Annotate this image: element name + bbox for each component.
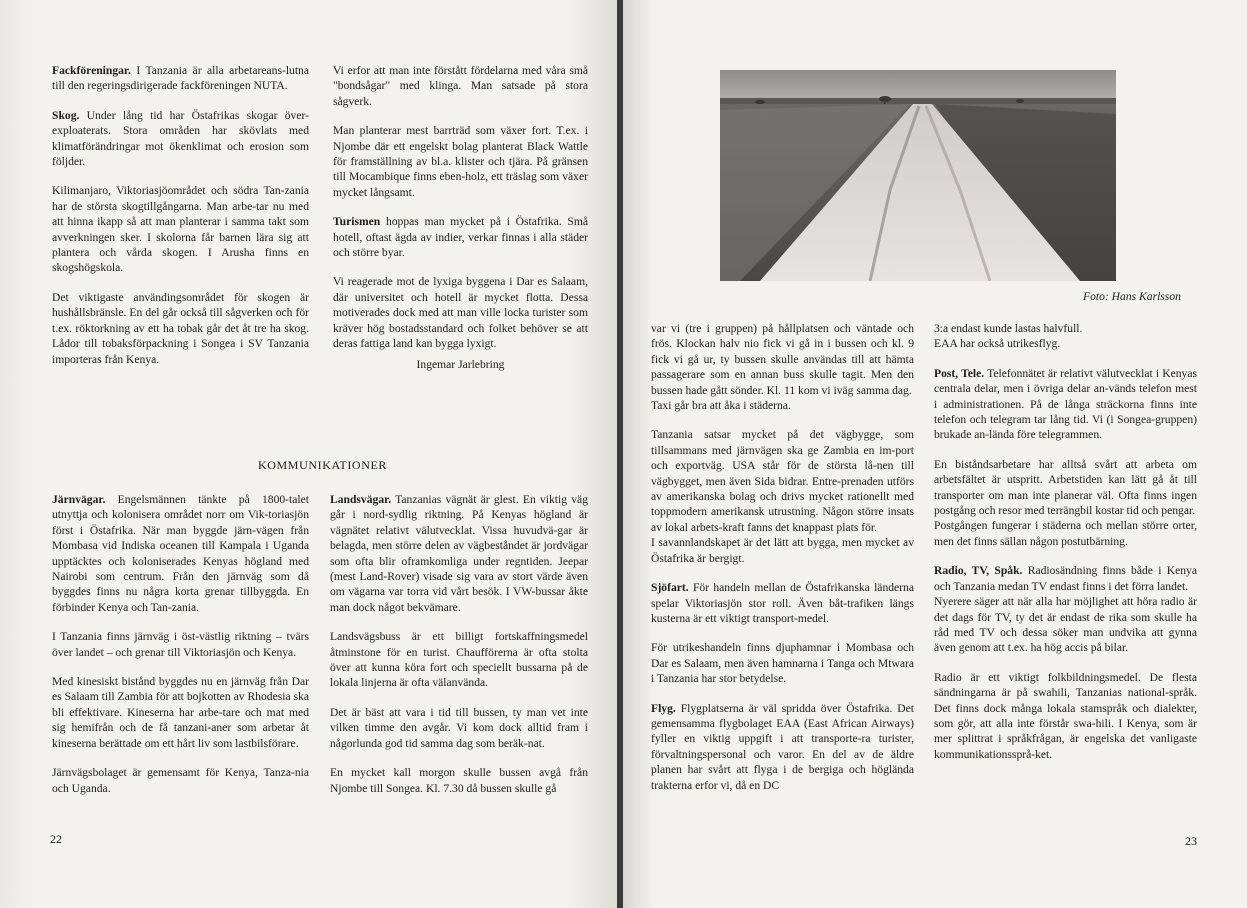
paragraph-text: Det är bäst att vara i tid till bussen, ty man vet inte vilken timme den avgår. Vi kom dock alltid fram i någorlunda god tid samma dag som beräk-nat.: [330, 705, 588, 750]
paragraph-text: Taxi går bra att åka i städerna.: [651, 399, 791, 413]
paragraph-title: Post, Tele.: [934, 366, 985, 380]
paragraph-text: En biståndsarbetare har alltså svårt att arbeta om arbetsfältet är utspritt. Arbetstiden kan lätt gå åt till transporter om man inte planerar väl. Ofta finns ingen postgång och resor med terrängbil kostar tid och pengar.: [934, 457, 1197, 518]
paragraph: [330, 629, 588, 691]
paragraph-title: Flyg.: [651, 701, 676, 715]
paragraph-text: EAA har också utrikesflyg.: [934, 337, 1061, 351]
page-number-right: 23: [1185, 834, 1197, 848]
paragraph: [934, 563, 1197, 594]
paragraph: [52, 290, 309, 367]
left-col2-bottom: [330, 492, 588, 810]
paragraph-text: Engelsmännen tänkte på 1800-talet utnyttja och kolonisera området norr om Vik-toriasjön först i Östafrika. När man byggde järn-vägen från Mombasa vid Indiska oceanen till Kampala i Uganda upptäcktes och koloniserades Kenyas högland med Nairobi som centrum. Från den järnväg som då byggdes finns nu några korta grenar tillbyggda. En förbinder Kenya och Tan-zania.: [52, 493, 309, 614]
paragraph-title: Sjöfart.: [651, 581, 689, 595]
paragraph: [52, 63, 309, 94]
photo-caption: Foto: Hans Karlsson: [1083, 290, 1181, 303]
paragraph: [333, 63, 588, 109]
paragraph: [651, 398, 914, 413]
paragraph: [52, 629, 309, 660]
paragraph-title: Fackföreningar.: [52, 64, 131, 77]
paragraph-text: Kilimanjaro, Viktoriasjöområdet och södra Tan-zania har de största skogtillgångarna. Man arbe-tar nu med att hinna ikapp så att man planterar i samma takt som avverkningen sker. I skolorna får barnen lära sig att plantera och vårda skogen. I Arusha finns en skogshögskola.: [52, 184, 309, 275]
paragraph-text: Järnvägsbolaget är gemensamt för Kenya, Tanza-nia och Uganda.: [52, 766, 309, 795]
right-col1: [651, 321, 914, 807]
paragraph-text: Telefonnätet är relativt välutvecklat i Kenyas centrala delar, men i övriga delar an-vänds telefon mest i administrationen. På de långa sträckorna finns inte telefon och telegram tar lång tid. Vi (i Songea-gruppen) brukade an-lända före telegrammen.: [934, 366, 1197, 442]
author-signature: Ingemar Jarlebring: [416, 358, 505, 371]
left-col1-top: [52, 63, 309, 381]
left-col1-bottom: [52, 492, 309, 810]
paragraph-text: Flygplatserna är väl spridda över Östafrika. Det gemensamma flygbolaget EAA (East African Airways) fyller en viktig uppgift i att transporte-ra turister, förvaltningspersonal och varor. En del av de äldre planen har svårt att flyga i de bergiga och höglända trakterna erfor vi, då en DC: [651, 701, 914, 792]
paragraph-text: För handeln mellan de Östafrikanska länderna spelar Viktoriasjön stor roll. Även båt-trafiken längs kusterna är ett viktigt transport-medel.: [651, 581, 914, 625]
paragraph: [651, 580, 914, 626]
signature-block: [333, 359, 588, 372]
paragraph-text: En mycket kall morgon skulle bussen avgå från Njombe till Songea. Kl. 7.30 då bussen skulle gå: [330, 766, 588, 795]
paragraph-text: Vi erfor att man inte förstått fördelarna med våra små "bondsågar" med klinga. Man satsade på stora sågverk.: [333, 64, 588, 108]
paragraph: [333, 214, 588, 260]
paragraph: [651, 535, 914, 566]
page-number-left: 22: [50, 832, 62, 846]
left-page: [0, 0, 617, 908]
photo-dirt-road: [720, 70, 1116, 281]
paragraph-text: Tanzania satsar mycket på det vägbygge, som tillsammans med järnvägen ska ge Zambia en im-port och exportväg. USA står för de största lå-nen till vägbygget, men även Sida bidrar. Entre-prenaden utförs av amerikanska bolag och drivs mycket rationellt med toppmodern amerikansk utrustning. Någon större insats av lokal arbets-kraft fanns det knappast plats för.: [651, 428, 914, 534]
paragraph-text: Under lång tid har Östafrikas skogar över-exploaterats. Stora områden har skövlats med klimatförändringar mot ökenklimat och erosion som följder.: [52, 108, 309, 169]
paragraph-title: Järnvägar.: [52, 493, 106, 506]
paragraph: [934, 457, 1197, 519]
paragraph-text: Man planterar mest barrträd som växer fort. T.ex. i Njombe där ett engelskt bolag planterat Black Wattle för framställning av bl.a. klister och tjära. På gränsen till Mocambique finns eben-holz, ett träslag som växer mycket långsamt.: [333, 124, 588, 199]
paragraph: [52, 674, 309, 751]
paragraph-text: I savannlandskapet är det lätt att bygga, men mycket av Östafrika är bergigt.: [651, 536, 914, 565]
paragraph-title: Radio, TV, Spåk.: [934, 564, 1023, 578]
paragraph: [651, 701, 914, 793]
paragraph-text: Radio är ett viktigt folkbildningsmedel. De flesta sändningarna är på swahili, Tanzanias national-språk. Det finns dock många lokala stamspråk och dialekter, som gör, att alla inte förstår swa-hili. I Kenya, som är mer splittrat i språkfrågan, är engelska det vanligaste kommunikationssprå-ket.: [934, 670, 1197, 761]
left-col2-top: [333, 63, 588, 366]
section-heading: KOMMUNIKATIONER: [258, 458, 387, 472]
paragraph: [651, 640, 914, 686]
paragraph-text: Nyerere säger att när alla har möjlighet att höra radio är det dags för TV, ty det är endast de rika som skulle ha råd med TV och dessa söker man undvika att gynna även genom att t.ex. ha hög accis på bilar.: [934, 595, 1197, 655]
paragraph-title: Landsvägar.: [330, 493, 392, 506]
paragraph-title: Skog.: [52, 108, 80, 122]
paragraph-text: I Tanzania är alla arbetareans-lutna till den regeringsdirigerade fackföreningen NUTA.: [52, 64, 309, 93]
paragraph-text: Postgången fungerar i städerna och mellan större orter, men det finns sällan någon postutbärning.: [934, 519, 1197, 548]
paragraph: [330, 705, 588, 751]
paragraph-text: För utrikeshandeln finns djuphamnar i Mombasa och Dar es Salaam, men även hamnarna i Tanga och Mtwara i Tanzania har stor betydelse.: [651, 641, 914, 686]
paragraph-text: I Tanzania finns järnväg i öst-västlig riktning – tvärs över landet – och grenar till Viktoriasjön och Kenya.: [52, 630, 309, 659]
paragraph: [333, 274, 588, 351]
paragraph: [934, 366, 1197, 443]
paragraph: [651, 321, 914, 398]
paragraph: [52, 108, 309, 170]
paragraph: [52, 492, 309, 615]
paragraph: [934, 518, 1197, 549]
paragraph-text: Radiosändning finns både i Kenya och Tanzania medan TV endast finns i det förra landet.: [934, 564, 1197, 593]
paragraph-text: Tanzanias vägnät är glest. En viktig väg går i nord-sydlig riktning. På Kenyas högland är vägnätet relativt välutvecklat. Vissa huvudvä-gar är belagda, men större delen av vägbeståndet är jordvägar som ofta blir oframkomliga under regntiden. Jeepar (mest Land-Rover) visade sig vara av stort värde även om vägarna var torra vid vårt besök. I VW-bussar åkte man dock något bekvämare.: [330, 493, 588, 614]
paragraph: [330, 492, 588, 615]
paragraph: [934, 594, 1197, 656]
paragraph-text: Det viktigaste användingsområdet för skogen är hushållsbränsle. En del går också till sågverken och för t.ex. röktorkning av ett ha tobak går det åt tre ha skog. Lådor till tobaksförpackning i Songea i SV Tanzania importeras från Kenya.: [52, 290, 309, 366]
paragraph-text: Landsvägsbuss är ett billigt fortskaffningsmedel åtminstone för en turist. Chaufförerna är ofta stolta över att kunna köra fort och speciellt bussarna på de lokala linjerna är ofta välanvända.: [330, 630, 588, 690]
paragraph: [333, 123, 588, 200]
paragraph-title: Turismen: [333, 215, 381, 229]
paragraph: [934, 321, 1197, 336]
paragraph: [651, 427, 914, 535]
paragraph: [52, 765, 309, 796]
paragraph-text: hoppas man mycket på i Östafrika. Små hotell, oftast ägda av indier, verkar finnas i alla städer och större byar.: [333, 215, 588, 260]
paragraph-text: Med kinesiskt bistånd byggdes nu en järnväg från Dar es Salaam till Zambia för att bojkotten av Rhodesia ska bli effektivare. Kineserna har arbe-tare och mat med sig hemifrån och de få tanzani-aner som arbetar åt kineserna berättade om ett hårt liv som lastbilsförare.: [52, 675, 309, 750]
paragraph-text: 3:a endast kunde lastas halvfull.: [934, 322, 1083, 335]
paragraph: [934, 670, 1197, 762]
paragraph: [934, 336, 1197, 351]
right-col2: [934, 321, 1197, 776]
paragraph-text: var vi (tre i gruppen) på hållplatsen och väntade och frös. Klockan halv nio fick vi gå in i bussen och kl. 9 fick vi gå ur, ty bussen skulle användas till att hämta passagerare som en annan buss skulle tagit. Men den bussen hade gått sönder. Kl. 11 kom vi iväg samma dag.: [651, 322, 914, 397]
paragraph-text: Vi reagerade mot de lyxiga byggena i Dar es Salaam, där universitet och hotell är mycket flotta. Dessa motiverades dock med att man ville locka turister som kräver hög bostadsstandard och folket behöver se att deras fattiga land kan bygga lyxigt.: [333, 275, 588, 351]
paragraph: [330, 765, 588, 796]
paragraph: [52, 183, 309, 275]
